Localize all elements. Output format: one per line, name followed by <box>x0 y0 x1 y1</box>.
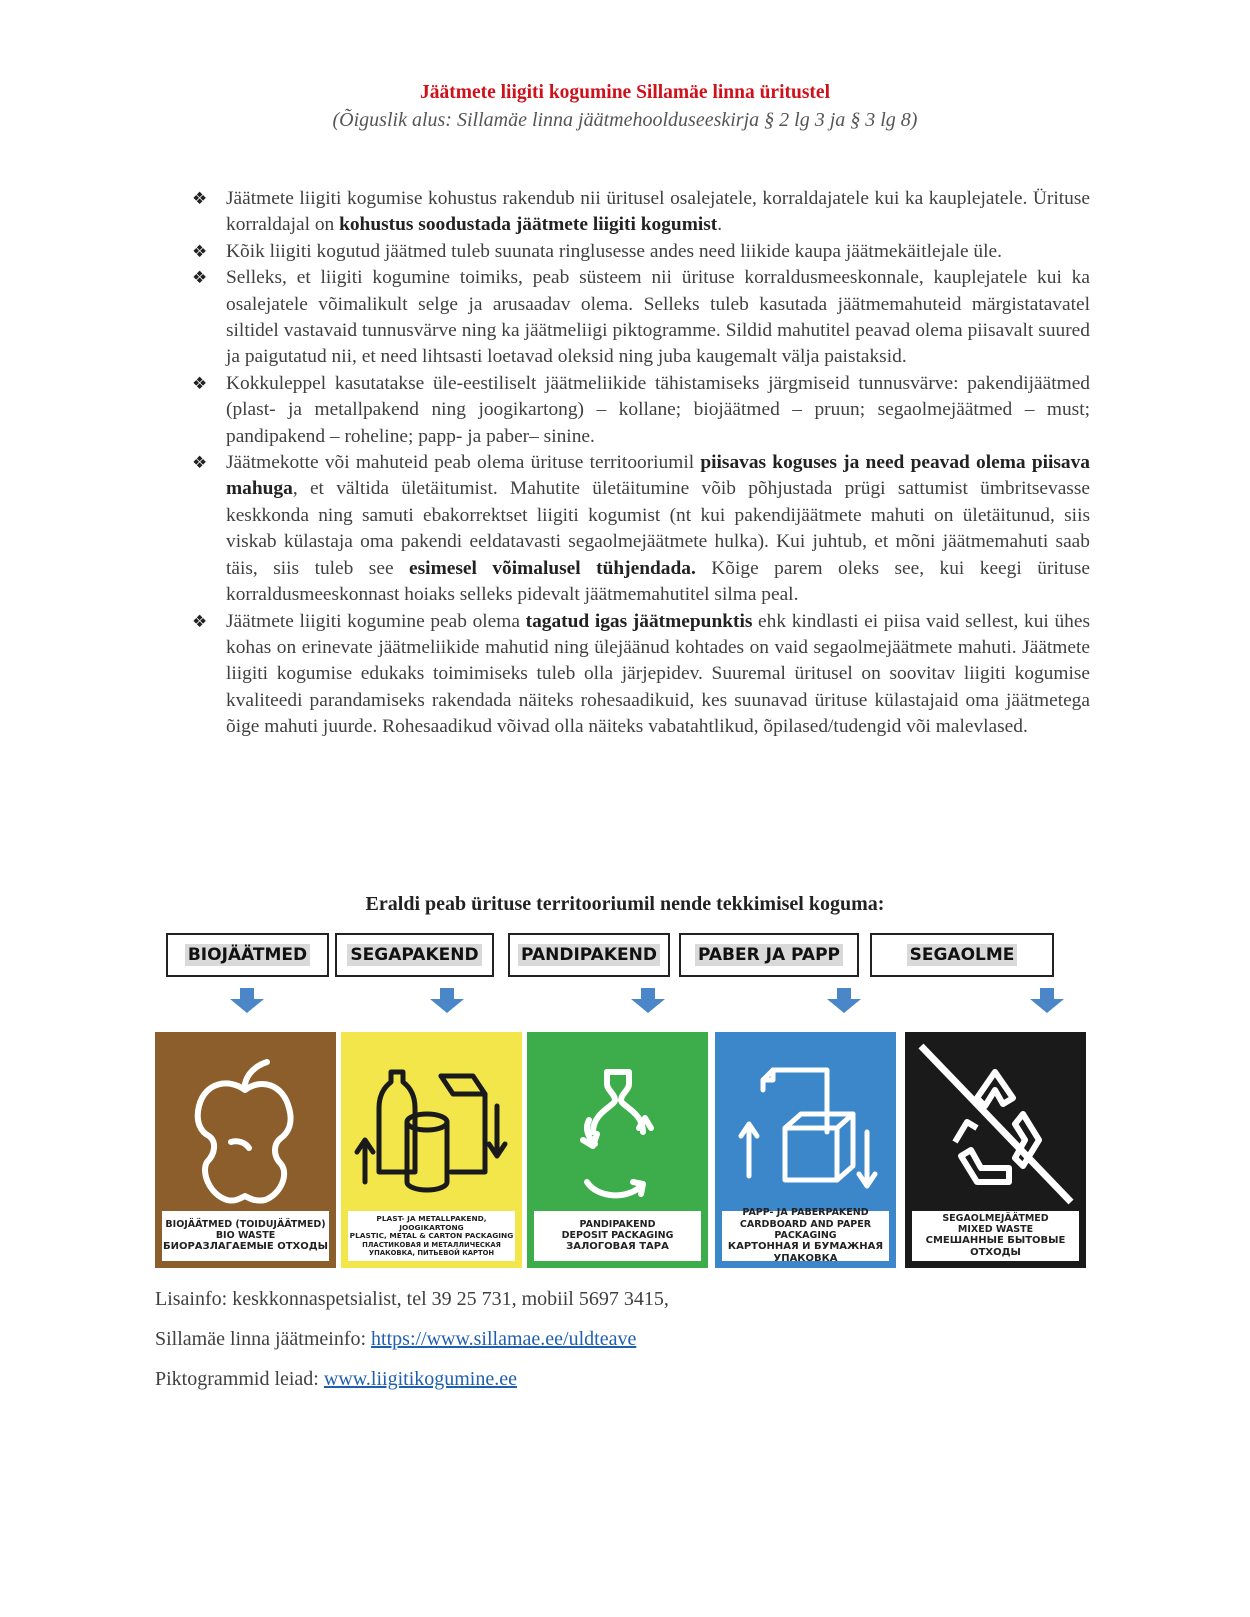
label-pandipakend <box>508 933 670 977</box>
bullet-text: Jäätmekotte või mahuteid peab olema ürituse territooriumil <box>226 452 701 474</box>
caption-ru: СМЕШАННЫЕ БЫТОВЫЕ ОТХОДЫ <box>925 1235 1066 1259</box>
diamond-bullet-icon: ❖ <box>192 268 208 289</box>
tile-caption <box>162 1211 329 1261</box>
label-text: BIOJÄÄTMED <box>185 944 310 966</box>
diamond-bullet-icon: ❖ <box>192 189 208 209</box>
arrow-down-icon <box>229 988 265 1014</box>
bullet-bold-text: kohustus soodustada jäätmete liigiti kogumist <box>339 214 718 236</box>
diamond-bullet-icon: ❖ <box>192 611 208 632</box>
list-item <box>192 239 1090 265</box>
label-segapakend <box>335 933 494 977</box>
label-text: PABER JA PAPP <box>695 944 843 966</box>
diamond-bullet-icon: ❖ <box>192 241 208 262</box>
caption-en: BIO WASTE <box>215 1230 276 1242</box>
tile-mixed-packaging <box>341 1032 522 1268</box>
info-label: Sillamäe linna jäätmeinfo: <box>155 1328 372 1350</box>
bullet-text: Kõige parem oleks see, kui keegi ürituse korraldusmeeskonnast hoiaks selleks pidevalt jäätmemahutitel silma peal. <box>226 557 1090 606</box>
tile-caption <box>534 1211 701 1261</box>
arrow-down-icon <box>429 988 465 1014</box>
bullet-bold-text: esimesel võimalusel tühjendada. <box>409 557 696 579</box>
tile-deposit-packaging <box>527 1032 708 1268</box>
section-heading: Eraldi peab ürituse territooriumil nende tekkimisel koguma: <box>365 893 885 915</box>
label-segaolme <box>870 933 1054 977</box>
caption-en: MIXED WASTE <box>957 1224 1034 1236</box>
arrow-down-icon <box>826 988 862 1014</box>
tile-paper-cardboard <box>715 1032 896 1268</box>
caption-en: DEPOSIT PACKAGING <box>561 1230 674 1242</box>
diamond-bullet-icon: ❖ <box>192 373 208 394</box>
diamond-bullet-icon: ❖ <box>192 453 208 474</box>
bullet-bold-text: tagatud igas jäätmepunktis <box>525 610 753 632</box>
bullet-text: . <box>717 214 723 236</box>
bullet-text: Kõik liigiti kogutud jäätmed tuleb suunata ringlusesse andes need liikide kaupa jäätmekäitlejale üle. <box>226 240 1002 262</box>
label-paber-ja-papp <box>679 933 859 977</box>
caption-ru: ПЛАСТИКОВАЯ И МЕТАЛЛИЧЕСКАЯ УПАКОВКА, ПИТЬЕВОЙ КАРТОН <box>362 1241 501 1258</box>
legal-basis-subtitle: (Õiguslik alus: Sillamäe linna jäätmehoolduseeskirja § 2 lg 3 ja § 3 lg 8) <box>332 109 918 131</box>
arrow-down-icon <box>1029 988 1065 1014</box>
caption-ru: БИОРАЗЛАГАЕМЫЕ ОТХОДЫ <box>162 1241 329 1253</box>
bullet-text: Jäätmete liigiti kogumise kohustus rakendub nii üritusel osalejatele, korraldajatele kui ka kauplejatele. Ürituse korraldajal on <box>226 188 1090 236</box>
list-item <box>192 371 1090 450</box>
tile-caption <box>912 1211 1079 1261</box>
caption-et: PANDIPAKEND <box>579 1218 656 1230</box>
info-contact: Lisainfo: keskkonnaspetsialist, tel 39 25 731, mobiil 5697 3415, <box>155 1288 669 1310</box>
info-pictogram-link-line <box>155 1368 517 1391</box>
bullet-list <box>192 186 1090 741</box>
sillamae-link[interactable]: https://www.sillamae.ee/uldteave <box>371 1328 637 1350</box>
caption-ru: ЗАЛОГОВАЯ ТАРА <box>566 1241 669 1253</box>
liigitikogumine-link[interactable]: www.liigitikogumine.ee <box>323 1368 517 1390</box>
caption-et: BIOJÄÄTMED (TOIDUJÄÄTMED) <box>165 1218 326 1230</box>
bullet-text: Jäätmete liigiti kogumine peab olema <box>226 610 526 632</box>
bullet-text: Selleks, et liigiti kogumine toimiks, peab süsteem nii ürituse korraldusmeeskonnale, kauplejatele kui ka osalejatele võimalikult selge ja arusaadav olema. Selleks tuleb kasutada jäätmemahuteid märgistatavatel siltidel vastavaid tunnusvärve ning ka jäätmeliigi piktogramme. Sildid mahutitel peavad olema piisavalt suured ja paigutatud nii, et need lihtsasti loetavad oleksid ning juba kaugemalt välja paistaksid. <box>226 267 1090 368</box>
list-item <box>192 609 1090 741</box>
label-text: PANDIPAKEND <box>518 944 660 966</box>
caption-en: CARDBOARD AND PAPER PACKAGING <box>739 1218 872 1241</box>
caption-et: PLAST- JA METALLPAKEND, JOOGIKARTONG <box>376 1213 487 1232</box>
tile-bio-waste <box>155 1032 336 1268</box>
list-item <box>192 186 1090 239</box>
bullet-text: ehk kindlasti ei piisa vaid sellest, kui ühes kohas on erinevate jäätmeliikide mahutid ning ülejäänud kohtades on vaid segaolmejäätmete mahuti. Jäätmete liigiti kogumise edukaks toimimiseks tuleb olla järjepidev. Suuremal üritusel on soovitav liigiti kogumise kvaliteedi parandamiseks rakendada näiteks rohesaadikuid, kes suunavad ürituse külastajaid oma jäätmetega õige mahuti juurde. Rohesaadikud võivad olla näiteks vabatahtlikud, õpilased/tudengid või malevlased. <box>226 610 1091 738</box>
label-text: SEGAOLME <box>907 944 1018 966</box>
info-label: Piktogrammid leiad: <box>155 1368 324 1390</box>
bullet-text: Kokkuleppel kasutatakse üle-eestiliselt jäätmeliikide tähistamiseks järgmiseid tunnusvärve: pakendijäätmed (plast- ja metallpakend ning joogikartong) – kollane; biojäätmed – pruun; segaolmejäätmed – must; pandipakend – roheline; papp- ja paber– sinine. <box>226 372 1090 447</box>
bullet-text: , et vältida ületäitumist. Mahutite ületäitumine võib põhjustada prügi sattumist ümbritsevasse keskkonda ning samuti ebakorrektset liigiti kogumist (nt kui pakendijäätmete mahuti on ületäitunud, siis viskab külastaja oma pakendi eeldatavasti segaolmejäätmete hulka). Kui juhtub, et mõni jäätmemahuti saab täis, siis tuleb see <box>226 478 1090 579</box>
tile-mixed-waste <box>905 1032 1086 1268</box>
caption-en: PLASTIC, METAL & CARTON PACKAGING <box>349 1231 514 1241</box>
bullet-bold-text: piisavas koguses ja need peavad olema piisava mahuga <box>226 452 1091 500</box>
caption-et: PAPP- JA PABERPAKEND <box>742 1207 869 1219</box>
caption-ru: КАРТОННАЯ И БУМАЖНАЯ УПАКОВКА <box>727 1241 884 1264</box>
caption-et: SEGAOLMEJÄÄTMED <box>942 1213 1049 1224</box>
arrow-down-icon <box>630 988 666 1014</box>
list-item <box>192 265 1090 371</box>
info-waste-link-line <box>155 1328 636 1351</box>
page-title: Jäätmete liigiti kogumine Sillamäe linna üritustel <box>419 82 831 103</box>
tile-caption <box>722 1207 889 1264</box>
label-biojaatmed <box>166 933 329 977</box>
tile-caption <box>348 1211 515 1261</box>
list-item <box>192 450 1090 608</box>
label-text: SEGAPAKEND <box>347 944 481 966</box>
